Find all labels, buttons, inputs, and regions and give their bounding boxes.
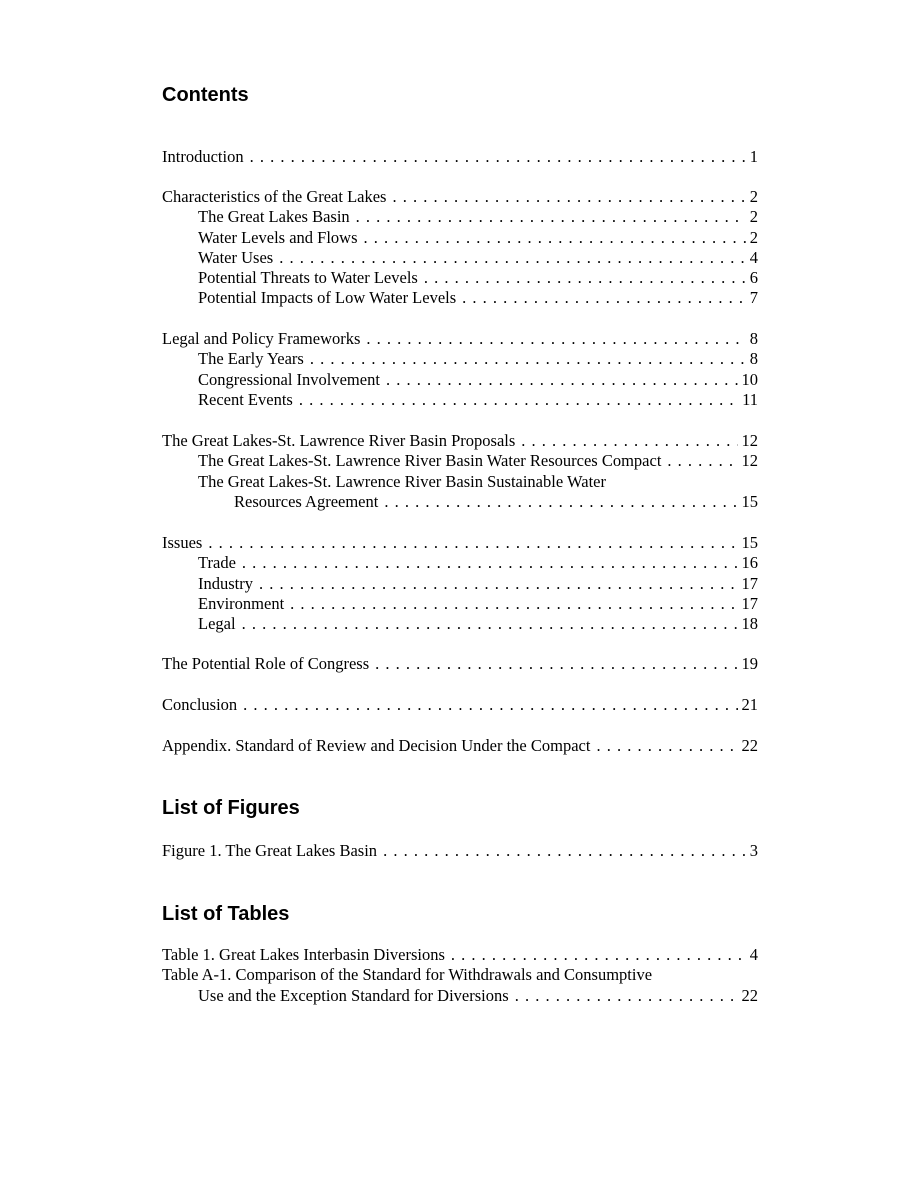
toc-entry-label: The Great Lakes-St. Lawrence River Basin Proposals: [162, 431, 521, 450]
tables-list: [162, 945, 758, 1006]
toc-entry-page: 22: [738, 736, 759, 756]
toc-entry-label: Environment: [198, 594, 290, 613]
toc-entry-label: Water Levels and Flows: [198, 228, 364, 247]
toc-entry-label: Industry: [198, 574, 259, 593]
toc-entry-page: 12: [738, 431, 759, 451]
toc-entry-label: The Great Lakes Basin: [198, 207, 356, 226]
toc-entry-label: Potential Threats to Water Levels: [198, 268, 424, 287]
toc-entry-label: The Great Lakes-St. Lawrence River Basin Sustainable Water: [198, 471, 606, 491]
table-entry-label: Table 1. Great Lakes Interbasin Diversions: [162, 945, 451, 964]
toc-entry[interactable]: [198, 228, 758, 248]
toc-entry-page: 19: [738, 654, 759, 674]
toc-entry-label: Trade: [198, 553, 242, 572]
toc-entry-label: Water Uses: [198, 248, 279, 267]
toc-entry-label: Appendix. Standard of Review and Decision Under the Compact: [162, 736, 596, 755]
toc-group: [162, 654, 758, 674]
figure-entry[interactable]: [162, 841, 758, 861]
toc-entry-page: 4: [746, 248, 758, 268]
toc-entry-label: Issues: [162, 533, 208, 552]
list-of-figures-heading: List of Figures: [162, 797, 300, 819]
toc-entry-page: 21: [738, 695, 759, 715]
toc-entry-page: 10: [738, 370, 759, 390]
figure-entry-page: 3: [746, 841, 758, 861]
toc-entry-page: 2: [746, 207, 758, 227]
toc-entry-page: 15: [738, 533, 759, 553]
toc-entry-label: The Great Lakes-St. Lawrence River Basin Water Resources Compact: [198, 451, 667, 470]
toc-entry-page: 1: [746, 147, 758, 167]
toc-entry-label: Resources Agreement: [234, 492, 384, 511]
toc-entry[interactable]: [198, 451, 758, 471]
toc-entry[interactable]: [162, 736, 758, 756]
toc-entry-page: 6: [746, 268, 758, 288]
toc-entry[interactable]: [198, 207, 758, 227]
toc-entry[interactable]: [162, 329, 758, 349]
toc-entry-label: Introduction: [162, 147, 250, 166]
toc-group: [162, 431, 758, 512]
toc-group: [162, 187, 758, 309]
contents-heading: Contents: [162, 84, 249, 106]
toc-entry-label: The Potential Role of Congress: [162, 654, 375, 673]
toc-entry-page: 17: [738, 574, 759, 594]
toc-entry[interactable]: [198, 248, 758, 268]
toc-entry-label: Legal: [198, 614, 242, 633]
toc-entry-label: The Early Years: [198, 349, 310, 368]
toc-group: [162, 695, 758, 715]
table-entry[interactable]: [162, 945, 758, 965]
toc-entry-page: 11: [738, 390, 758, 410]
table-entry-label: Use and the Exception Standard for Diversions: [198, 986, 515, 1005]
table-entry-wrapped-line[interactable]: [162, 965, 758, 985]
toc-entry[interactable]: [198, 594, 758, 614]
toc-entry[interactable]: [162, 654, 758, 674]
figures-list: [162, 841, 758, 861]
toc-entry-page: 16: [738, 553, 759, 573]
toc-group: [162, 147, 758, 167]
toc-group: [162, 736, 758, 756]
toc-entry[interactable]: [198, 349, 758, 369]
toc-entry[interactable]: [198, 370, 758, 390]
toc-entry-page: 8: [746, 349, 758, 369]
toc-entry-page: 2: [746, 228, 758, 248]
toc-entry[interactable]: [198, 288, 758, 308]
toc-group: [162, 329, 758, 410]
toc-entry-wrapped-line[interactable]: [198, 472, 758, 492]
toc-entry-label: Recent Events: [198, 390, 299, 409]
toc-entry[interactable]: [162, 187, 758, 207]
toc-entry-label: Congressional Involvement: [198, 370, 386, 389]
toc-entry-label: Potential Impacts of Low Water Levels: [198, 288, 462, 307]
list-of-tables-heading: List of Tables: [162, 903, 290, 925]
table-entry[interactable]: [198, 986, 758, 1006]
toc-entry-label: Legal and Policy Frameworks: [162, 329, 366, 348]
toc-entry[interactable]: [162, 695, 758, 715]
toc-group: [162, 533, 758, 634]
toc-entry-page: 17: [738, 594, 759, 614]
toc-entry[interactable]: [234, 492, 758, 512]
toc-entry-label: Conclusion: [162, 695, 243, 714]
toc-entry[interactable]: [198, 390, 758, 410]
toc-entry-page: 7: [746, 288, 758, 308]
toc-entry-page: 8: [746, 329, 758, 349]
figure-entry-label: Figure 1. The Great Lakes Basin: [162, 841, 383, 860]
table-entry-page: 22: [738, 986, 759, 1006]
toc-entry[interactable]: [162, 147, 758, 167]
toc-entry[interactable]: [198, 614, 758, 634]
table-entry-page: 4: [746, 945, 758, 965]
toc-entry[interactable]: [162, 533, 758, 553]
toc-entry[interactable]: [162, 431, 758, 451]
toc-entry[interactable]: [198, 574, 758, 594]
toc-entry-page: 15: [738, 492, 759, 512]
toc-entry-page: 2: [746, 187, 758, 207]
toc-entry[interactable]: [198, 553, 758, 573]
toc-entry-page: 12: [738, 451, 759, 471]
toc-entry[interactable]: [198, 268, 758, 288]
table-entry-label: Table A-1. Comparison of the Standard for Withdrawals and Consumptive: [162, 965, 653, 985]
toc-entry-label: Characteristics of the Great Lakes: [162, 187, 392, 206]
toc-entry-page: 18: [738, 614, 759, 634]
